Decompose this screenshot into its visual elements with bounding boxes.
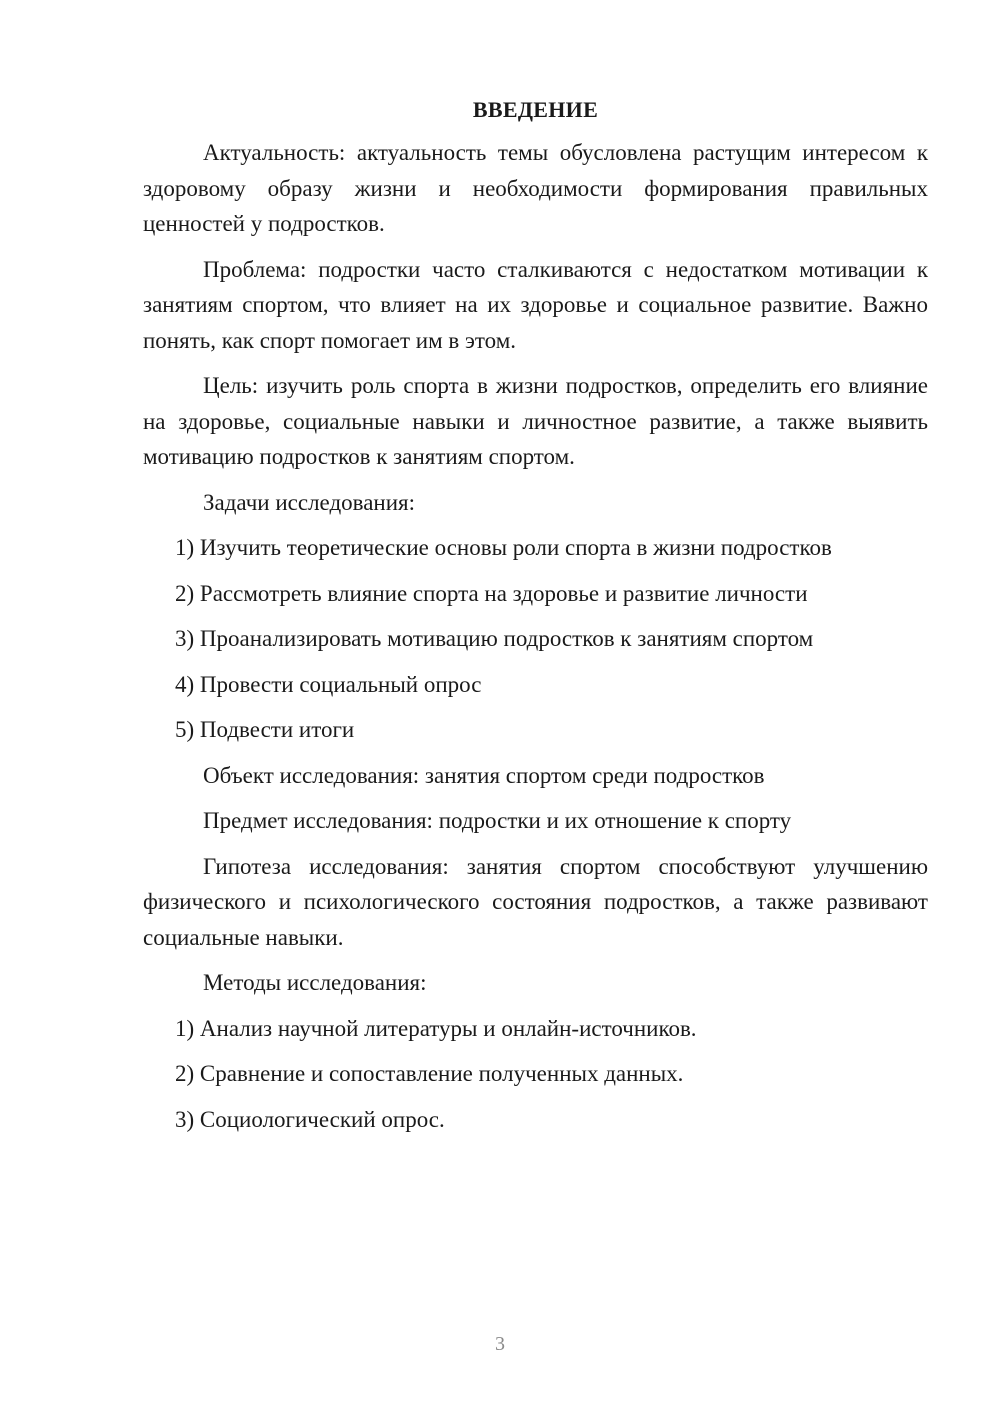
problem-paragraph: Проблема: подростки часто сталкиваются с недостатком мотивации к занятиям спортом, что влияет на их здоровье и социальное развитие. Важно понять, как спорт помогает им в этом. [143,256,928,353]
task-item: 3) Проанализировать мотивацию подростков к занятиям спортом [175,626,814,651]
task-item: 2) Рассмотреть влияние спорта на здоровье и развитие личности [175,580,808,606]
relevance-paragraph: Актуальность: актуальность темы обусловлена растущим интересом к здоровому образу жизни и необходимости формирования правильных ценностей у подростков. [143,140,928,236]
task-item: 1) Изучить теоретические основы роли спорта в жизни подростков [175,535,832,560]
subject-line: Предмет исследования: подростки и их отношение к спорту [203,808,792,833]
task-item: 4) Провести социальный опрос [175,671,482,697]
page-number: 3 [495,1333,505,1355]
methods-list [143,1011,928,1138]
tasks-list [143,530,928,748]
goal-paragraph: Цель: изучить роль спорта в жизни подростков, определить его влияние на здоровье, социальные навыки и личностное развитие, а также выявить мотивацию подростков к занятиям спортом. [143,373,928,469]
hypothesis-paragraph: Гипотеза исследования: занятия спортом способствуют улучшению физического и психологического состояния подростков, а также развивают социальные навыки. [143,853,928,950]
methods-heading: Методы исследования: [203,970,427,995]
method-item: 1) Анализ научной литературы и онлайн-источников. [175,1015,697,1041]
object-line: Объект исследования: занятия спортом среди подростков [203,762,765,788]
method-item: 2) Сравнение и сопоставление полученных данных. [175,1061,684,1086]
section-title: ВВЕДЕНИЕ [472,97,599,122]
method-item: 3) Социологический опрос. [175,1106,445,1132]
task-item: 5) Подвести итоги [175,717,355,742]
page-content [143,95,928,1147]
tasks-heading: Задачи исследования: [203,489,416,515]
